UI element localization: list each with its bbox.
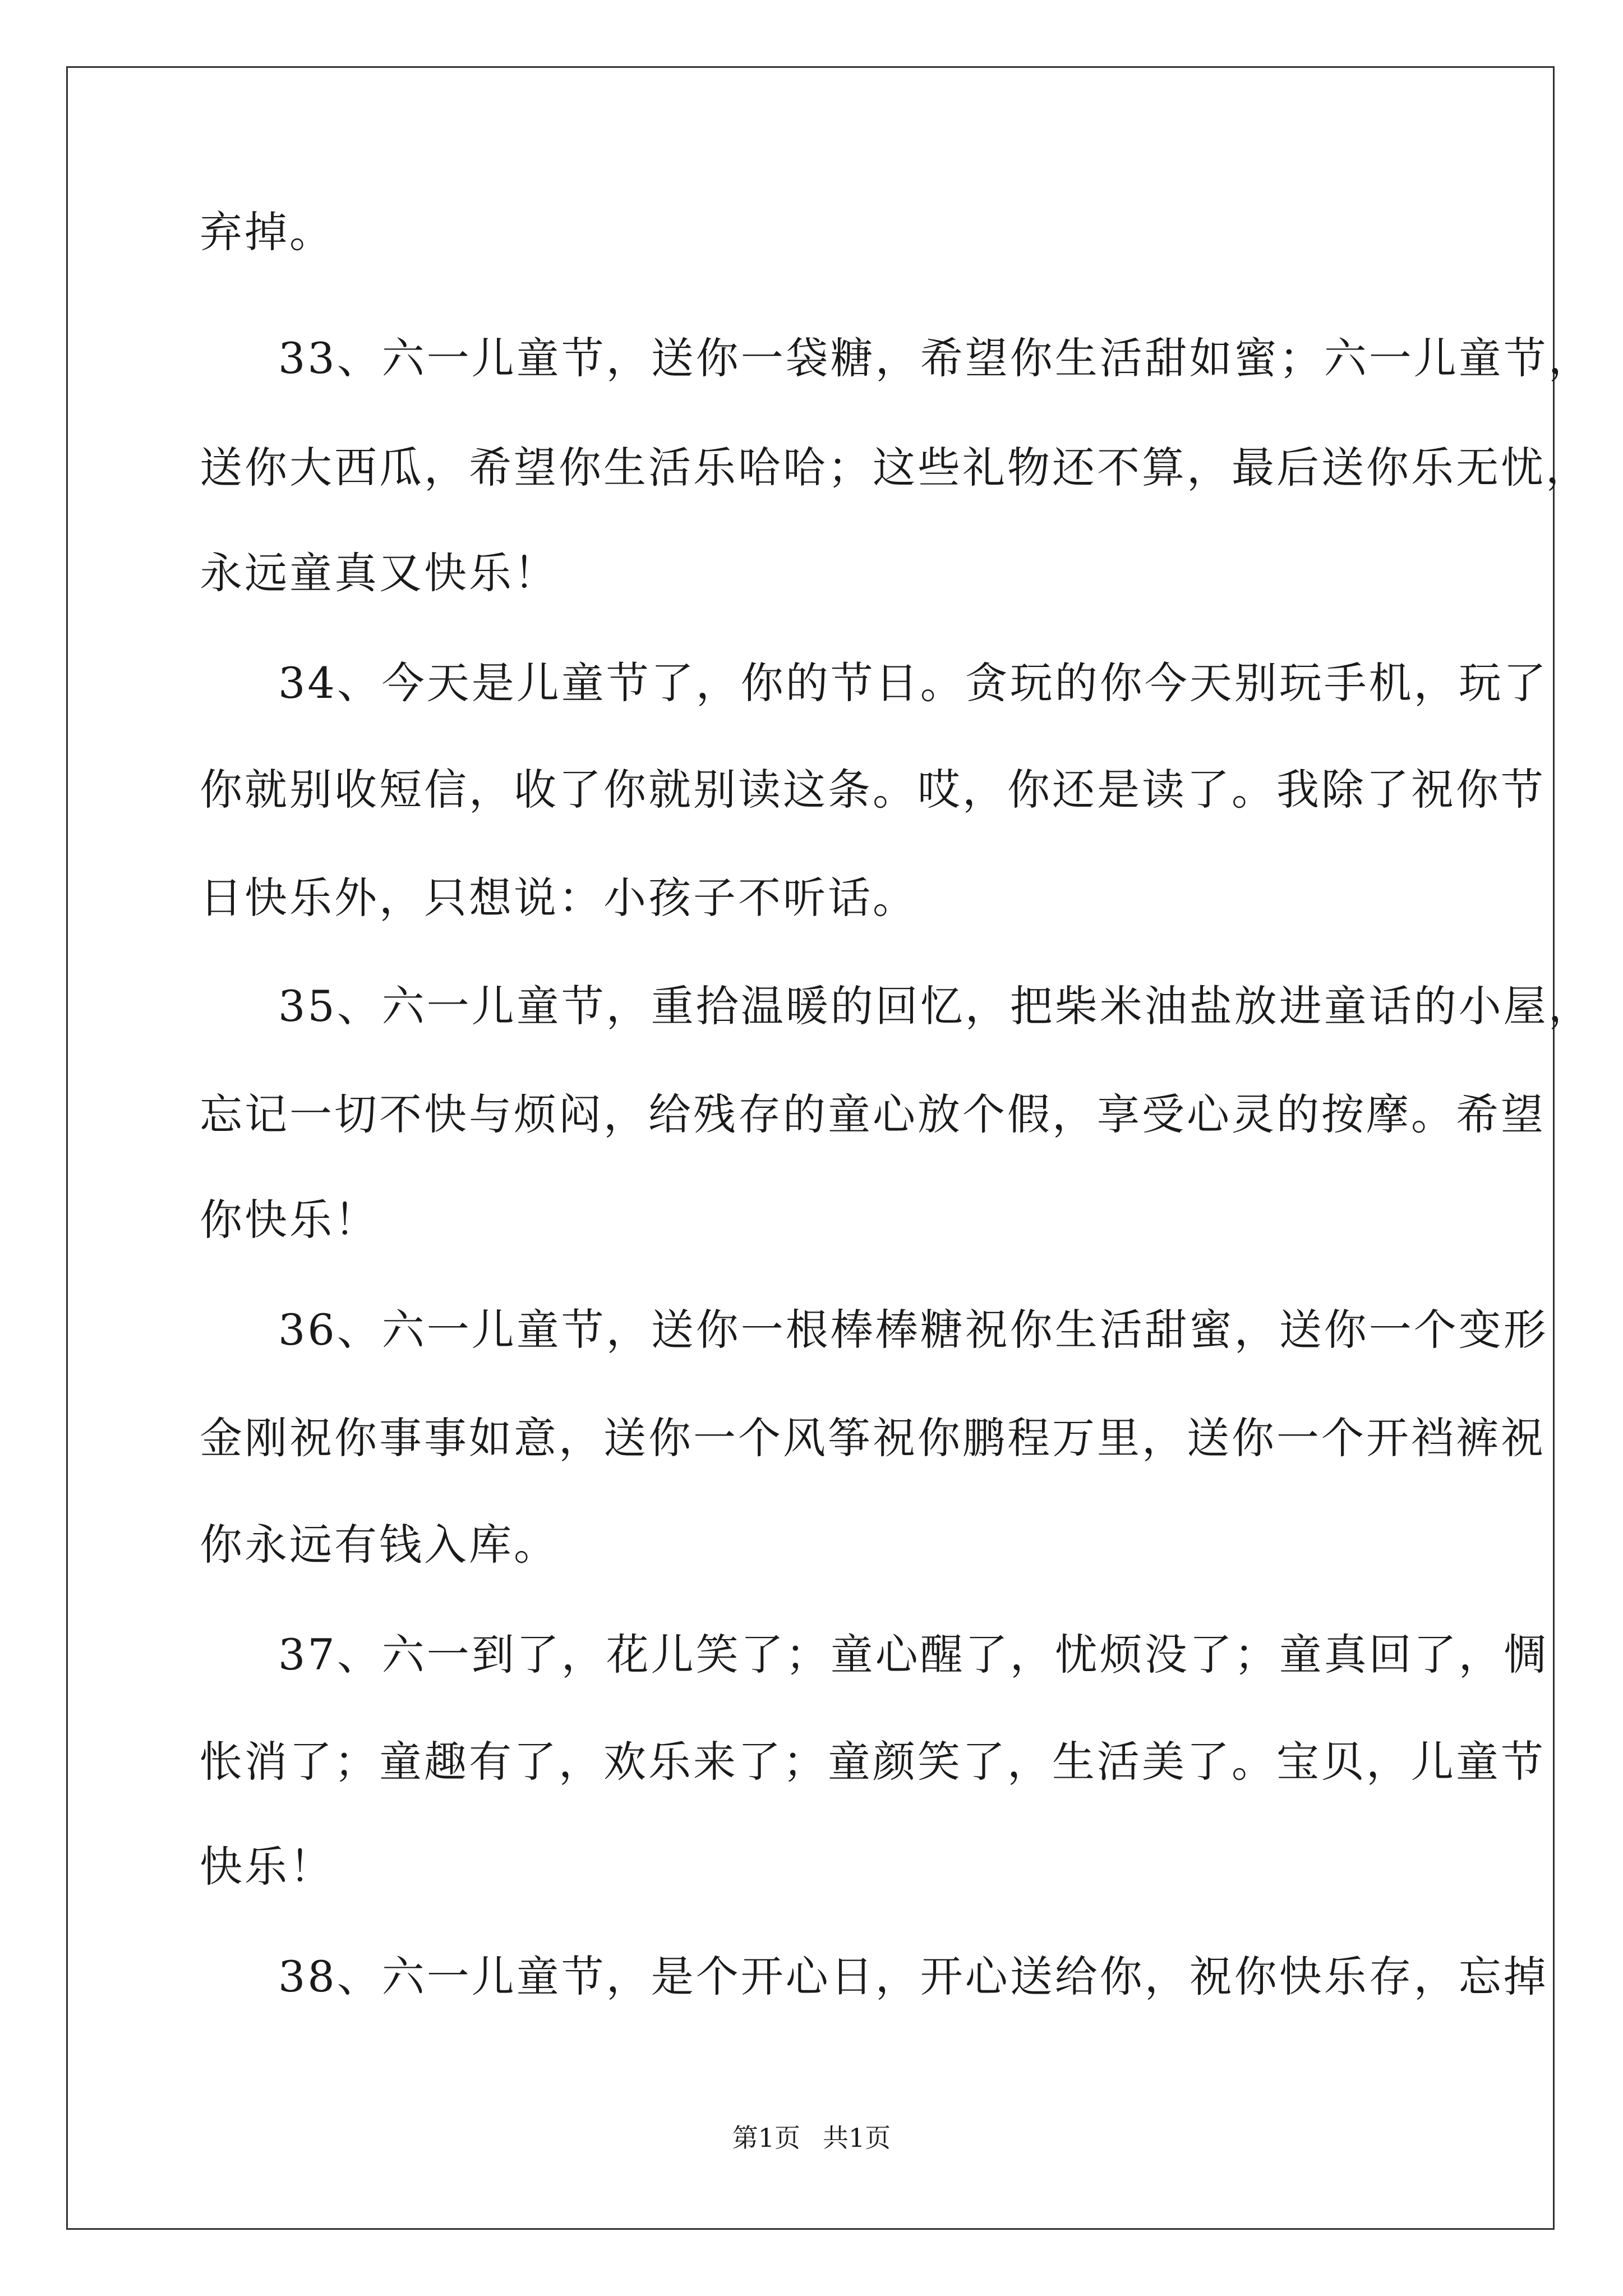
page-number-current: 第1页 — [732, 2123, 800, 2153]
page-number-total: 共1页 — [823, 2123, 891, 2153]
text-line: 永远童真又快乐！ — [200, 548, 559, 598]
text-line: 34、今天是儿童节了，你的节日。贪玩的你今天别玩手机，玩了 — [278, 658, 1548, 708]
text-line: 你永远有钱入库。 — [200, 1520, 559, 1570]
text-line: 36、六一儿童节，送你一根棒棒糖祝你生活甜蜜，送你一个变形 — [278, 1305, 1548, 1355]
text-line: 快乐！ — [200, 1842, 334, 1892]
page-footer — [0, 2125, 1623, 2151]
text-line: 日快乐外，只想说：小孩子不听话。 — [200, 873, 917, 923]
text-line: 怅消了；童趣有了，欢乐来了；童颜笑了，生活美了。宝贝，儿童节 — [200, 1737, 1546, 1787]
text-line: 38、六一儿童节，是个开心日，开心送给你，祝你快乐存，忘掉 — [278, 1952, 1548, 2001]
text-line: 37、六一到了，花儿笑了；童心醒了，忧烦没了；童真回了，惆 — [278, 1630, 1548, 1680]
text-line: 你就别收短信，收了你就别读这条。哎，你还是读了。我除了祝你节 — [200, 765, 1546, 815]
text-line: 弃掉。 — [200, 207, 334, 257]
text-line: 忘记一切不快与烦闷，给残存的童心放个假，享受心灵的按摩。希望 — [200, 1089, 1546, 1139]
text-line: 35、六一儿童节，重拾温暖的回忆，把柴米油盐放进童话的小屋， — [278, 981, 1593, 1031]
text-line: 送你大西瓜，希望你生活乐哈哈；这些礼物还不算，最后送你乐无忧， — [200, 443, 1590, 493]
page-border — [66, 66, 1555, 2230]
text-line: 33、六一儿童节，送你一袋糖，希望你生活甜如蜜；六一儿童节， — [278, 333, 1593, 383]
text-line: 金刚祝你事事如意，送你一个风筝祝你鹏程万里，送你一个开裆裤祝 — [200, 1413, 1546, 1463]
text-line: 你快乐！ — [200, 1195, 379, 1245]
